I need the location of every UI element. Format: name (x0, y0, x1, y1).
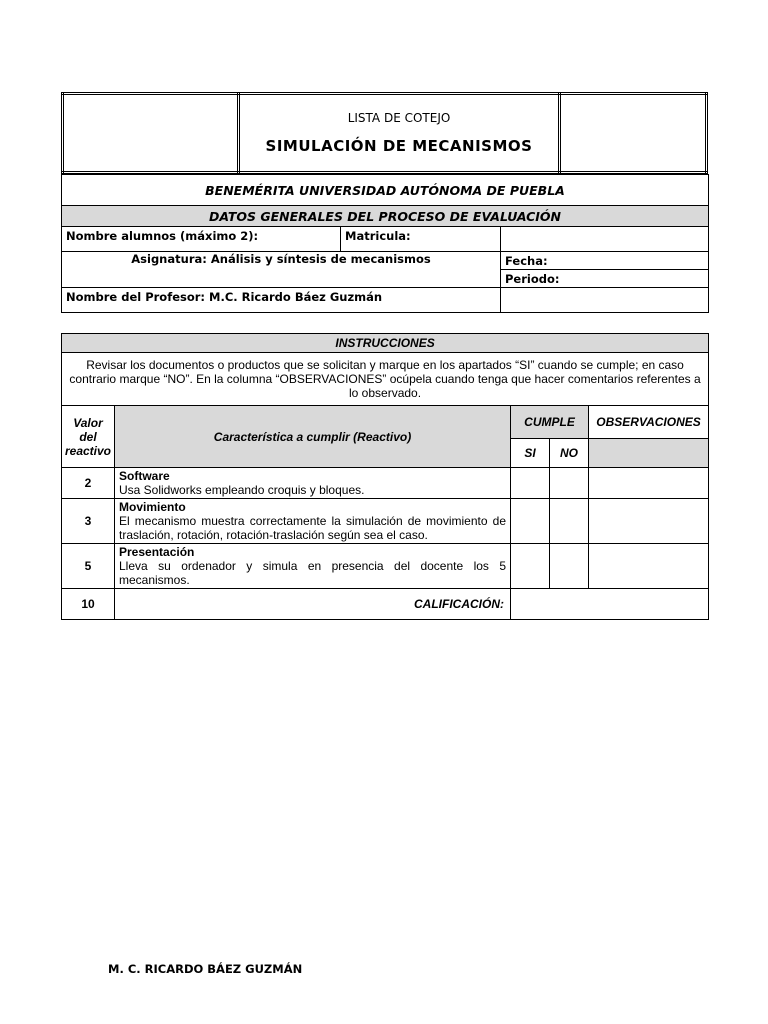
cumple-column-header: CUMPLE (511, 406, 589, 439)
row-no-cell[interactable] (550, 468, 589, 499)
matricula-label: Matricula: (341, 227, 501, 252)
general-section-title: DATOS GENERALES DEL PROCESO DE EVALUACIÓN (62, 206, 709, 227)
header-title-cell (239, 94, 560, 173)
table-row (62, 499, 709, 544)
row-no-cell[interactable] (550, 499, 589, 544)
matricula-value-field[interactable] (501, 227, 709, 252)
row-si-cell[interactable] (511, 468, 550, 499)
row-si-cell[interactable] (511, 544, 550, 589)
row-feature (115, 544, 511, 589)
instructions-text: Revisar los documentos o productos que se solicitan y marque en los apartados “SI” cuando se cumple; en caso contrario marque “NO”. En la columna “OBSERVACIONES” ocúpela cuando tenga que hacer comentarios referentes a lo observado. (62, 353, 709, 406)
document-title: LISTA DE COTEJO (347, 111, 451, 125)
table-row (62, 544, 709, 589)
header-left-cell (63, 94, 239, 173)
value-column-header: Valor del reactivo (62, 406, 115, 468)
row-feature-title: Presentación (119, 545, 195, 559)
row-value: 3 (62, 499, 115, 544)
row-feature (115, 499, 511, 544)
document-subtitle: SIMULACIÓN DE MECANISMOS (265, 137, 533, 155)
feature-column-header: Característica a cumplir (Reactivo) (115, 406, 511, 468)
instructions-title: INSTRUCCIONES (62, 334, 709, 353)
row-observations-cell[interactable] (589, 468, 709, 499)
period-label: Periodo: (501, 270, 709, 288)
footer-teacher-name: M. C. RICARDO BÁEZ GUZMÁN (108, 962, 303, 976)
grade-field[interactable] (511, 589, 709, 620)
checklist-table (61, 333, 709, 620)
total-label: CALIFICACIÓN: (115, 589, 511, 620)
teacher-label: Nombre del Profesor: M.C. Ricardo Báez Guzmán (62, 288, 501, 313)
row-observations-cell[interactable] (589, 544, 709, 589)
row-value: 2 (62, 468, 115, 499)
header-right-cell (560, 94, 707, 173)
row-feature-title: Movimiento (119, 500, 186, 514)
row-no-cell[interactable] (550, 544, 589, 589)
row-feature-desc: Usa Solidworks empleando croquis y bloques. (119, 483, 365, 497)
row-feature-desc: El mecanismo muestra correctamente la simulación de movimiento de traslación, rotación, rotación-traslación según sea el caso. (119, 514, 506, 542)
observations-column-header: OBSERVACIONES (589, 406, 709, 439)
general-data-table (61, 174, 709, 313)
subject-label: Asignatura: Análisis y síntesis de mecanismos (62, 252, 501, 288)
row-feature (115, 468, 511, 499)
no-column-header: NO (550, 439, 589, 468)
students-label: Nombre alumnos (máximo 2): (62, 227, 341, 252)
date-label: Fecha: (501, 252, 709, 270)
row-feature-desc: Lleva su ordenador y simula en presencia del docente los 5 mecanismos. (119, 559, 506, 587)
table-row (62, 468, 709, 499)
row-observations-cell[interactable] (589, 499, 709, 544)
university-name: BENEMÉRITA UNIVERSIDAD AUTÓNOMA DE PUEBLA (62, 175, 709, 206)
teacher-extra-field[interactable] (501, 288, 709, 313)
header-table (61, 92, 708, 174)
row-feature-title: Software (119, 469, 170, 483)
total-row (62, 589, 709, 620)
si-column-header: SI (511, 439, 550, 468)
observations-subheader (589, 439, 709, 468)
row-si-cell[interactable] (511, 499, 550, 544)
total-value: 10 (62, 589, 115, 620)
row-value: 5 (62, 544, 115, 589)
